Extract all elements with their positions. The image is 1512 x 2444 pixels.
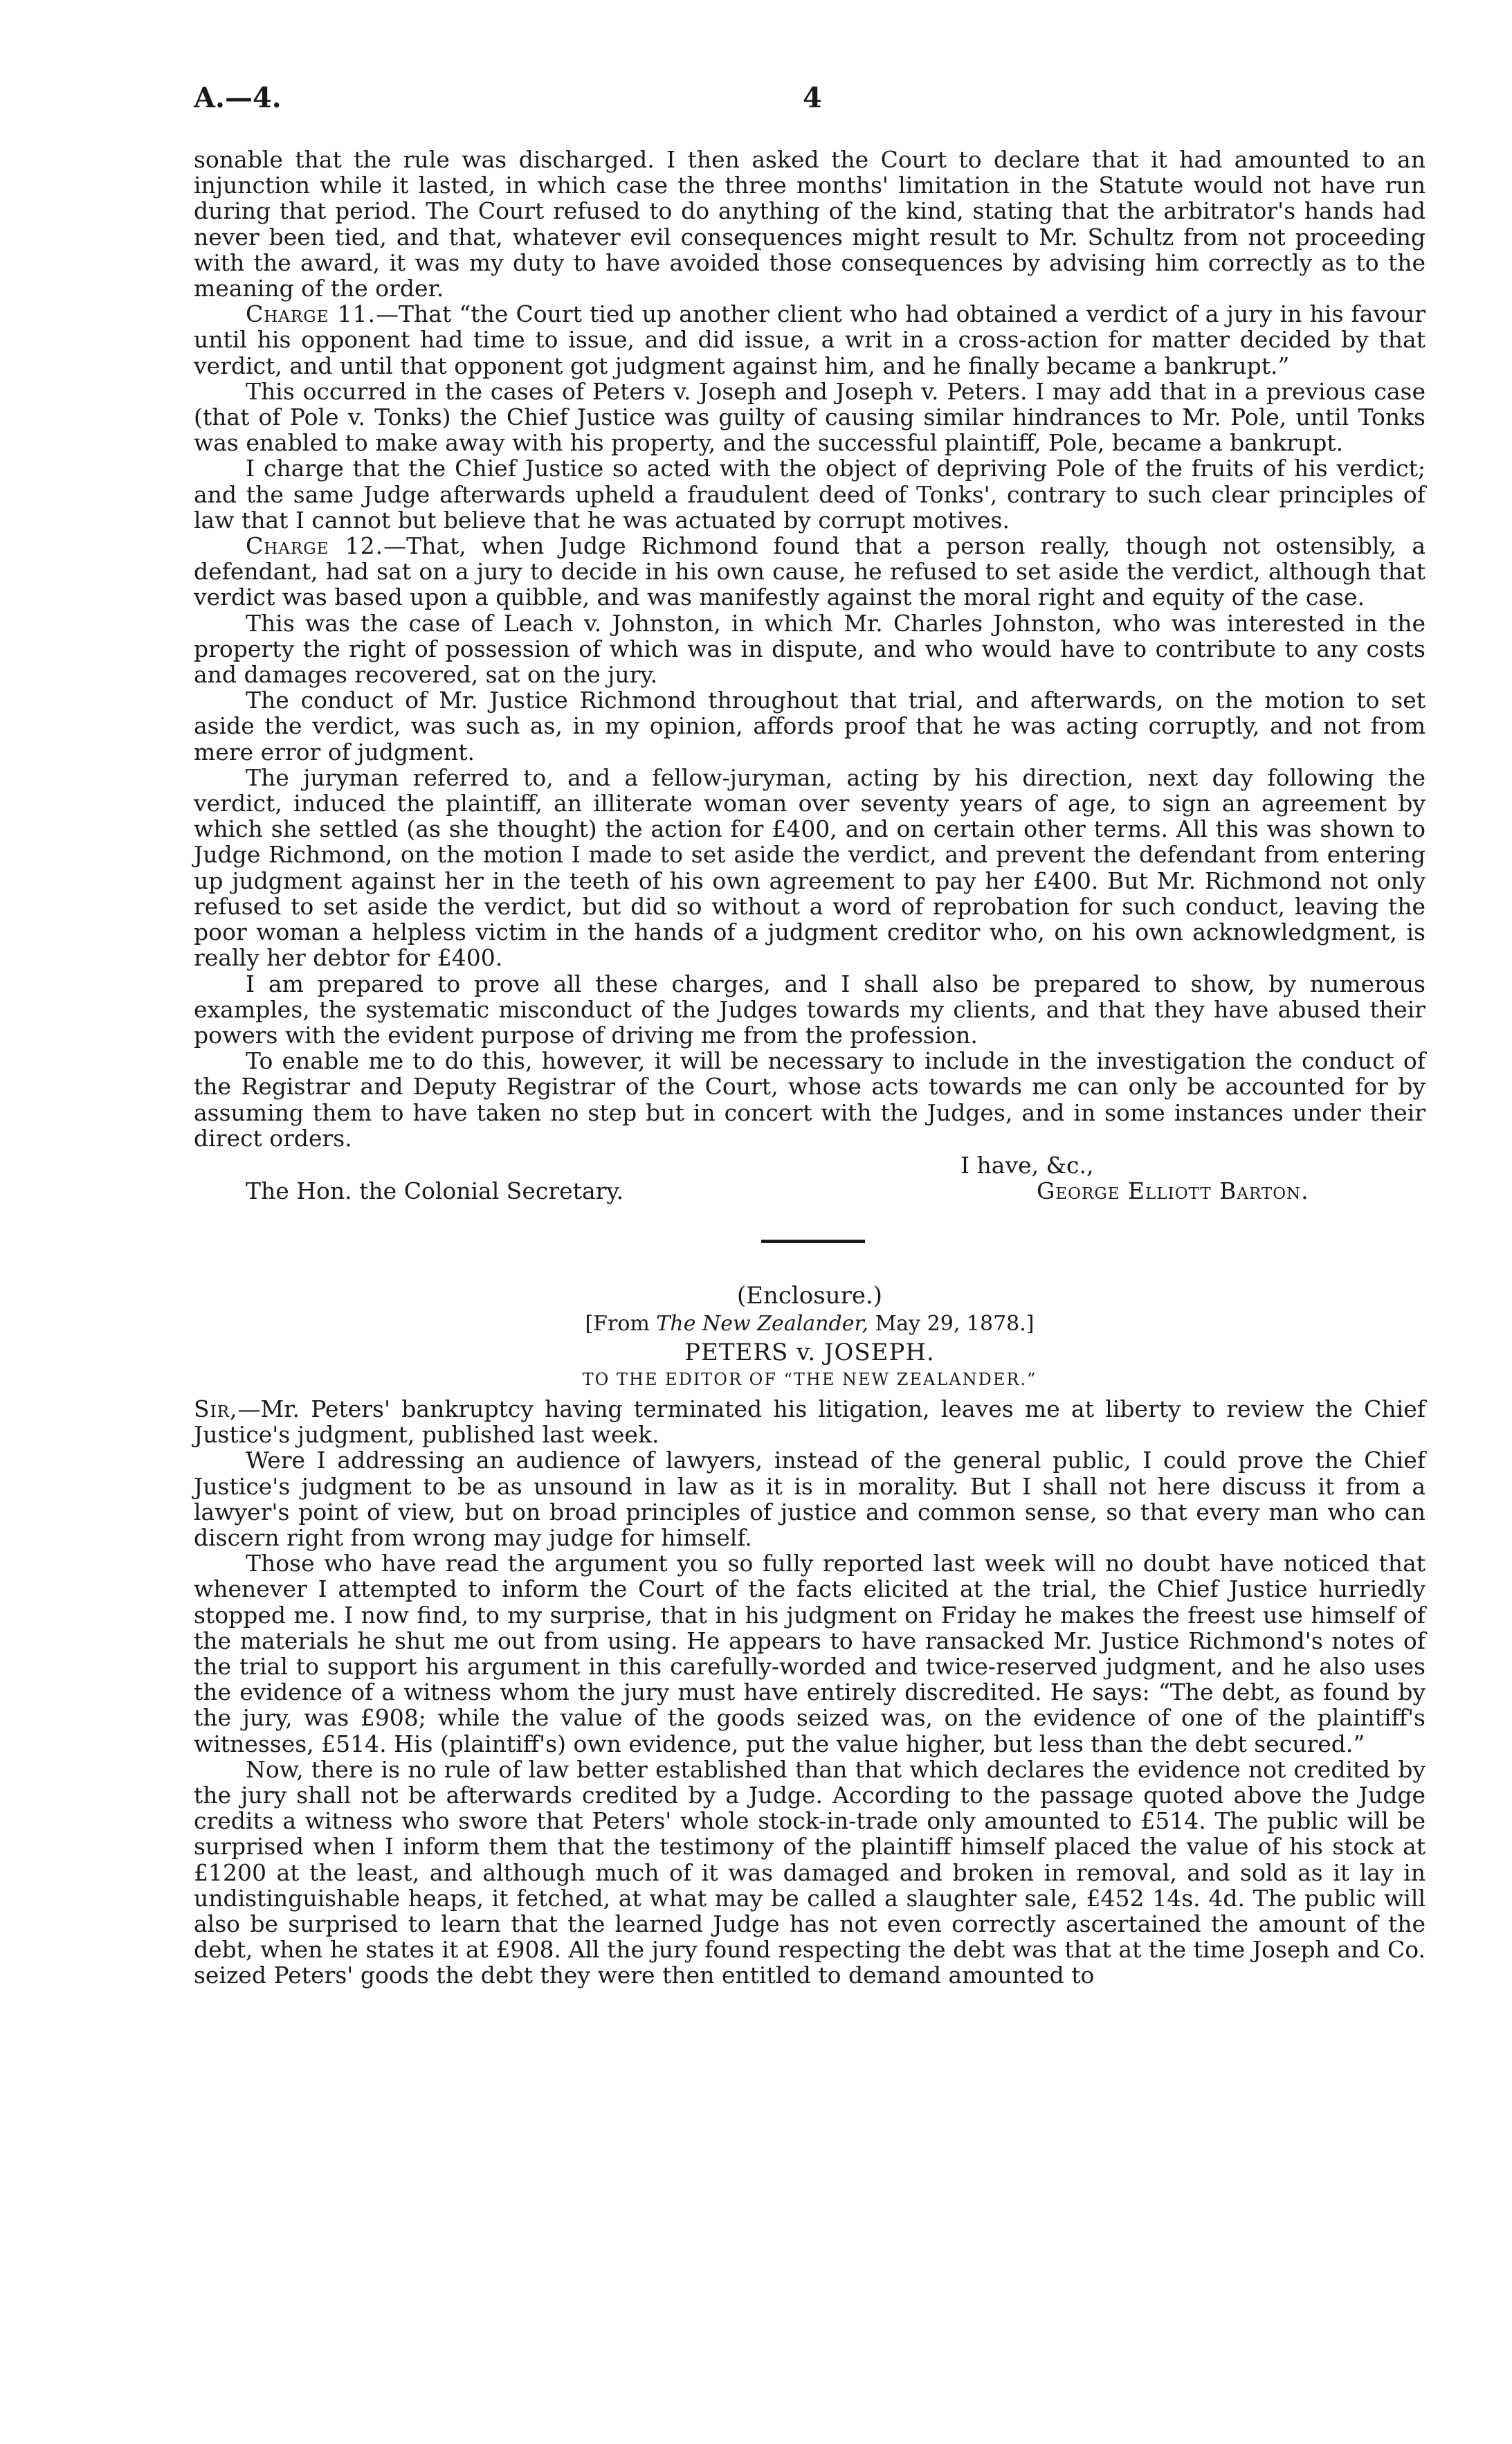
paragraph [194,1757,1426,1989]
paragraph-text: —That, when Judge Richmond found that a person really, though not ostensibly, a defendant, had sat on a jury to decide in his own cause, he refused to set aside the verdict, although that verdict was based upon a quibble, and was manifestly against the moral right and equity of the case. [194,532,1426,611]
enclosure-letter [194,1396,1426,1989]
body-text [194,147,1426,1989]
enclosure-label: (Enclosure.) [736,1281,883,1310]
divider-line [761,1240,865,1243]
paragraph [194,971,1426,1049]
paragraph-text: —That “the Court tied up another client who had obtained a verdict of a jury in his favour until his opponent had time to issue, and did issue, a writ in a cross-action for matter decided by that verdict, and until that opponent got judgment against him, and he finally became a bankrupt.” [194,300,1426,379]
paragraph-lead: Charge 12. [246,532,384,560]
paragraph-text: The juryman referred to, and a fellow-juryman, acting by his direction, next day following the verdict, induced the plaintiff, an illiterate woman over seventy years of age, to sign an agreement by which she settled (as she thought) the action for £400, and on certain other terms. All this was shown to Judge Richmond, on the motion I made to set aside the verdict, and prevent the defendant from entering up judgment against her in the teeth of his own agreement to pay her £400. But Mr. Richmond not only refused to set aside the verdict, but did so without a word of reprobation for such conduct, leaving the poor woman a helpless victim in the hands of a judgment creditor who, on his own acknowledgment, is really her debtor for £400. [194,763,1426,972]
paragraph-text: This was the case of Leach v. Johnston, in which Mr. Charles Johnston, who was interested in the property the right of possession of which was in dispute, and who would have to contribute to any costs and damages recovered, sat on the jury. [194,609,1426,689]
paragraph [194,1447,1426,1550]
paragraph [194,455,1426,533]
paragraph-text: Were I addressing an audience of lawyers, instead of the general public, I could prove the Chief Justice's judgment to be as unsound in law as it is in morality. But I shall not here discuss it from a lawyer's point of view, but on broad principles of justice and common sense, so that every man who can discern right from wrong may judge for himself. [194,1447,1426,1551]
paragraph [194,765,1426,971]
paragraph-text: To enable me to do this, however, it will be necessary to include in the investigation the conduct of the Registrar and Deputy Registrar of the Court, whose acts towards me can only be accounted for by assuming them to have taken no step but in concert with the Judges, and in some instances under their direct orders. [194,1047,1426,1152]
paragraph [194,1396,1426,1447]
paragraph [194,610,1426,688]
paragraph [194,687,1426,765]
signature: George Elliott Barton. [1037,1177,1309,1204]
paragraph [194,533,1426,610]
paragraph-text: I am prepared to prove all these charges, and I shall also be prepared to show, by numerous examples, the systematic misconduct of the Judges towards my clients, and that they have abused their powers with the evident purpose of driving me from the profession. [194,970,1426,1049]
paragraph [194,1048,1426,1151]
source-date: May 29, 1878.] [868,1311,1035,1336]
paragraph-lead: Charge 11. [246,300,376,328]
paragraph [194,147,1426,301]
closing-line: I have, &c., [960,1151,1094,1179]
addressee: The Hon. the Colonial Secretary. [246,1177,624,1204]
document-reference: A.—4. [194,82,282,114]
paragraph-text: I charge that the Chief Justice so acted with the object of depriving Pole of the fruits of his verdict; and the same Judge afterwards upheld a fraudulent deed of Tonks', contrary to such clear principles of law that I cannot but believe that he was actuated by corrupt motives. [194,455,1426,534]
paragraph [194,1550,1426,1757]
signoff [194,1152,1426,1204]
paragraph-text: Those who have read the argument you so fully reported last week will no doubt have noticed that whenever I attempted to inform the Court of the facts elicited at the trial, the Chief Justice hurriedly stopped me. I now find, to my surprise, that in his judgment on Friday he makes the freest use himself of the materials he shut me out from using. He appears to have ransacked Mr. Justice Richmond's notes of the trial to support his argument in this carefully-worded and twice-reserved judgment, and he also uses the evidence of a witness whom the jury must have entirely discredited. He says: “The debt, as found by the jury, was £908; while the value of the goods seized was, on the evidence of one of the plaintiff's witnesses, £514. His (plaintiff's) own evidence, put the value higher, but less than the debt secured.” [194,1550,1426,1757]
source-newspaper: The New Zealander, [656,1311,869,1336]
paragraph-text: Now, there is no rule of law better established than that which declares the evidence not credited by the jury shall not be afterwards credited by a Judge. According to the passage quoted above the Judge credits a witness who swore that Peters' whole stock-in-trade only amounted to £514. The public will be surprised when I inform them that the testimony of the plaintiff himself placed the value of his stock at £1200 at the least, and although much of it was damaged and broken in removal, and sold as it lay in undistinguishable heaps, it fetched, at what may be called a slaughter sale, £452 14s. 4d. The public will also be surprised to learn that the learned Judge has not even correctly ascertained the amount of the debt, when he states it at £908. All the jury found respecting the debt was that at the time Joseph and Co. seized Peters' goods the debt they were then entitled to demand amounted to [194,1755,1426,1989]
paragraph-text: This occurred in the cases of Peters v. Joseph and Joseph v. Peters. I may add that in a previous case (that of Pole v. Tonks) the Chief Justice was guilty of causing similar hindrances to Mr. Pole, until Tonks was enabled to make away with his property, and the successful plaintiff, Pole, became a bankrupt. [194,377,1426,457]
paragraph-text: sonable that the rule was discharged. I then asked the Court to declare that it had amounted to an injunction while it lasted, in which case the three months' limitation in the Statute would not have run during that period. The Court refused to do anything of the kind, stating that the arbitrator's hands had never been tied, and that, whatever evil consequences might result to Mr. Schultz from not proceeding with the award, it was my duty to have avoided those consequences by advising him correctly as to the meaning of the order. [194,146,1426,302]
page-header [194,82,1419,123]
paragraph [194,301,1426,379]
paragraph-text: —Mr. Peters' bankruptcy having terminated his litigation, leaves me at liberty to review the Chief Justice's judgment, published last week. [194,1395,1426,1449]
letter-paragraphs [194,147,1426,1151]
paragraph [194,379,1426,456]
enclosure-source [194,1310,1426,1338]
paragraph-text: The conduct of Mr. Justice Richmond throughout that trial, and afterwards, on the motion to set aside the verdict, was such as, in my opinion, affords proof that he was acting corruptly, and not from mere error of judgment. [194,687,1426,766]
enclosure-title: PETERS v. JOSEPH. [684,1338,935,1366]
source-prefix: [From [585,1311,657,1336]
section-divider [194,1204,1426,1266]
to-editor-line: TO THE EDITOR OF “THE NEW ZEALANDER.” [582,1369,1037,1389]
enclosure-heading [194,1281,1426,1392]
paragraph-lead: Sir, [194,1395,238,1422]
page-number: 4 [803,82,822,114]
